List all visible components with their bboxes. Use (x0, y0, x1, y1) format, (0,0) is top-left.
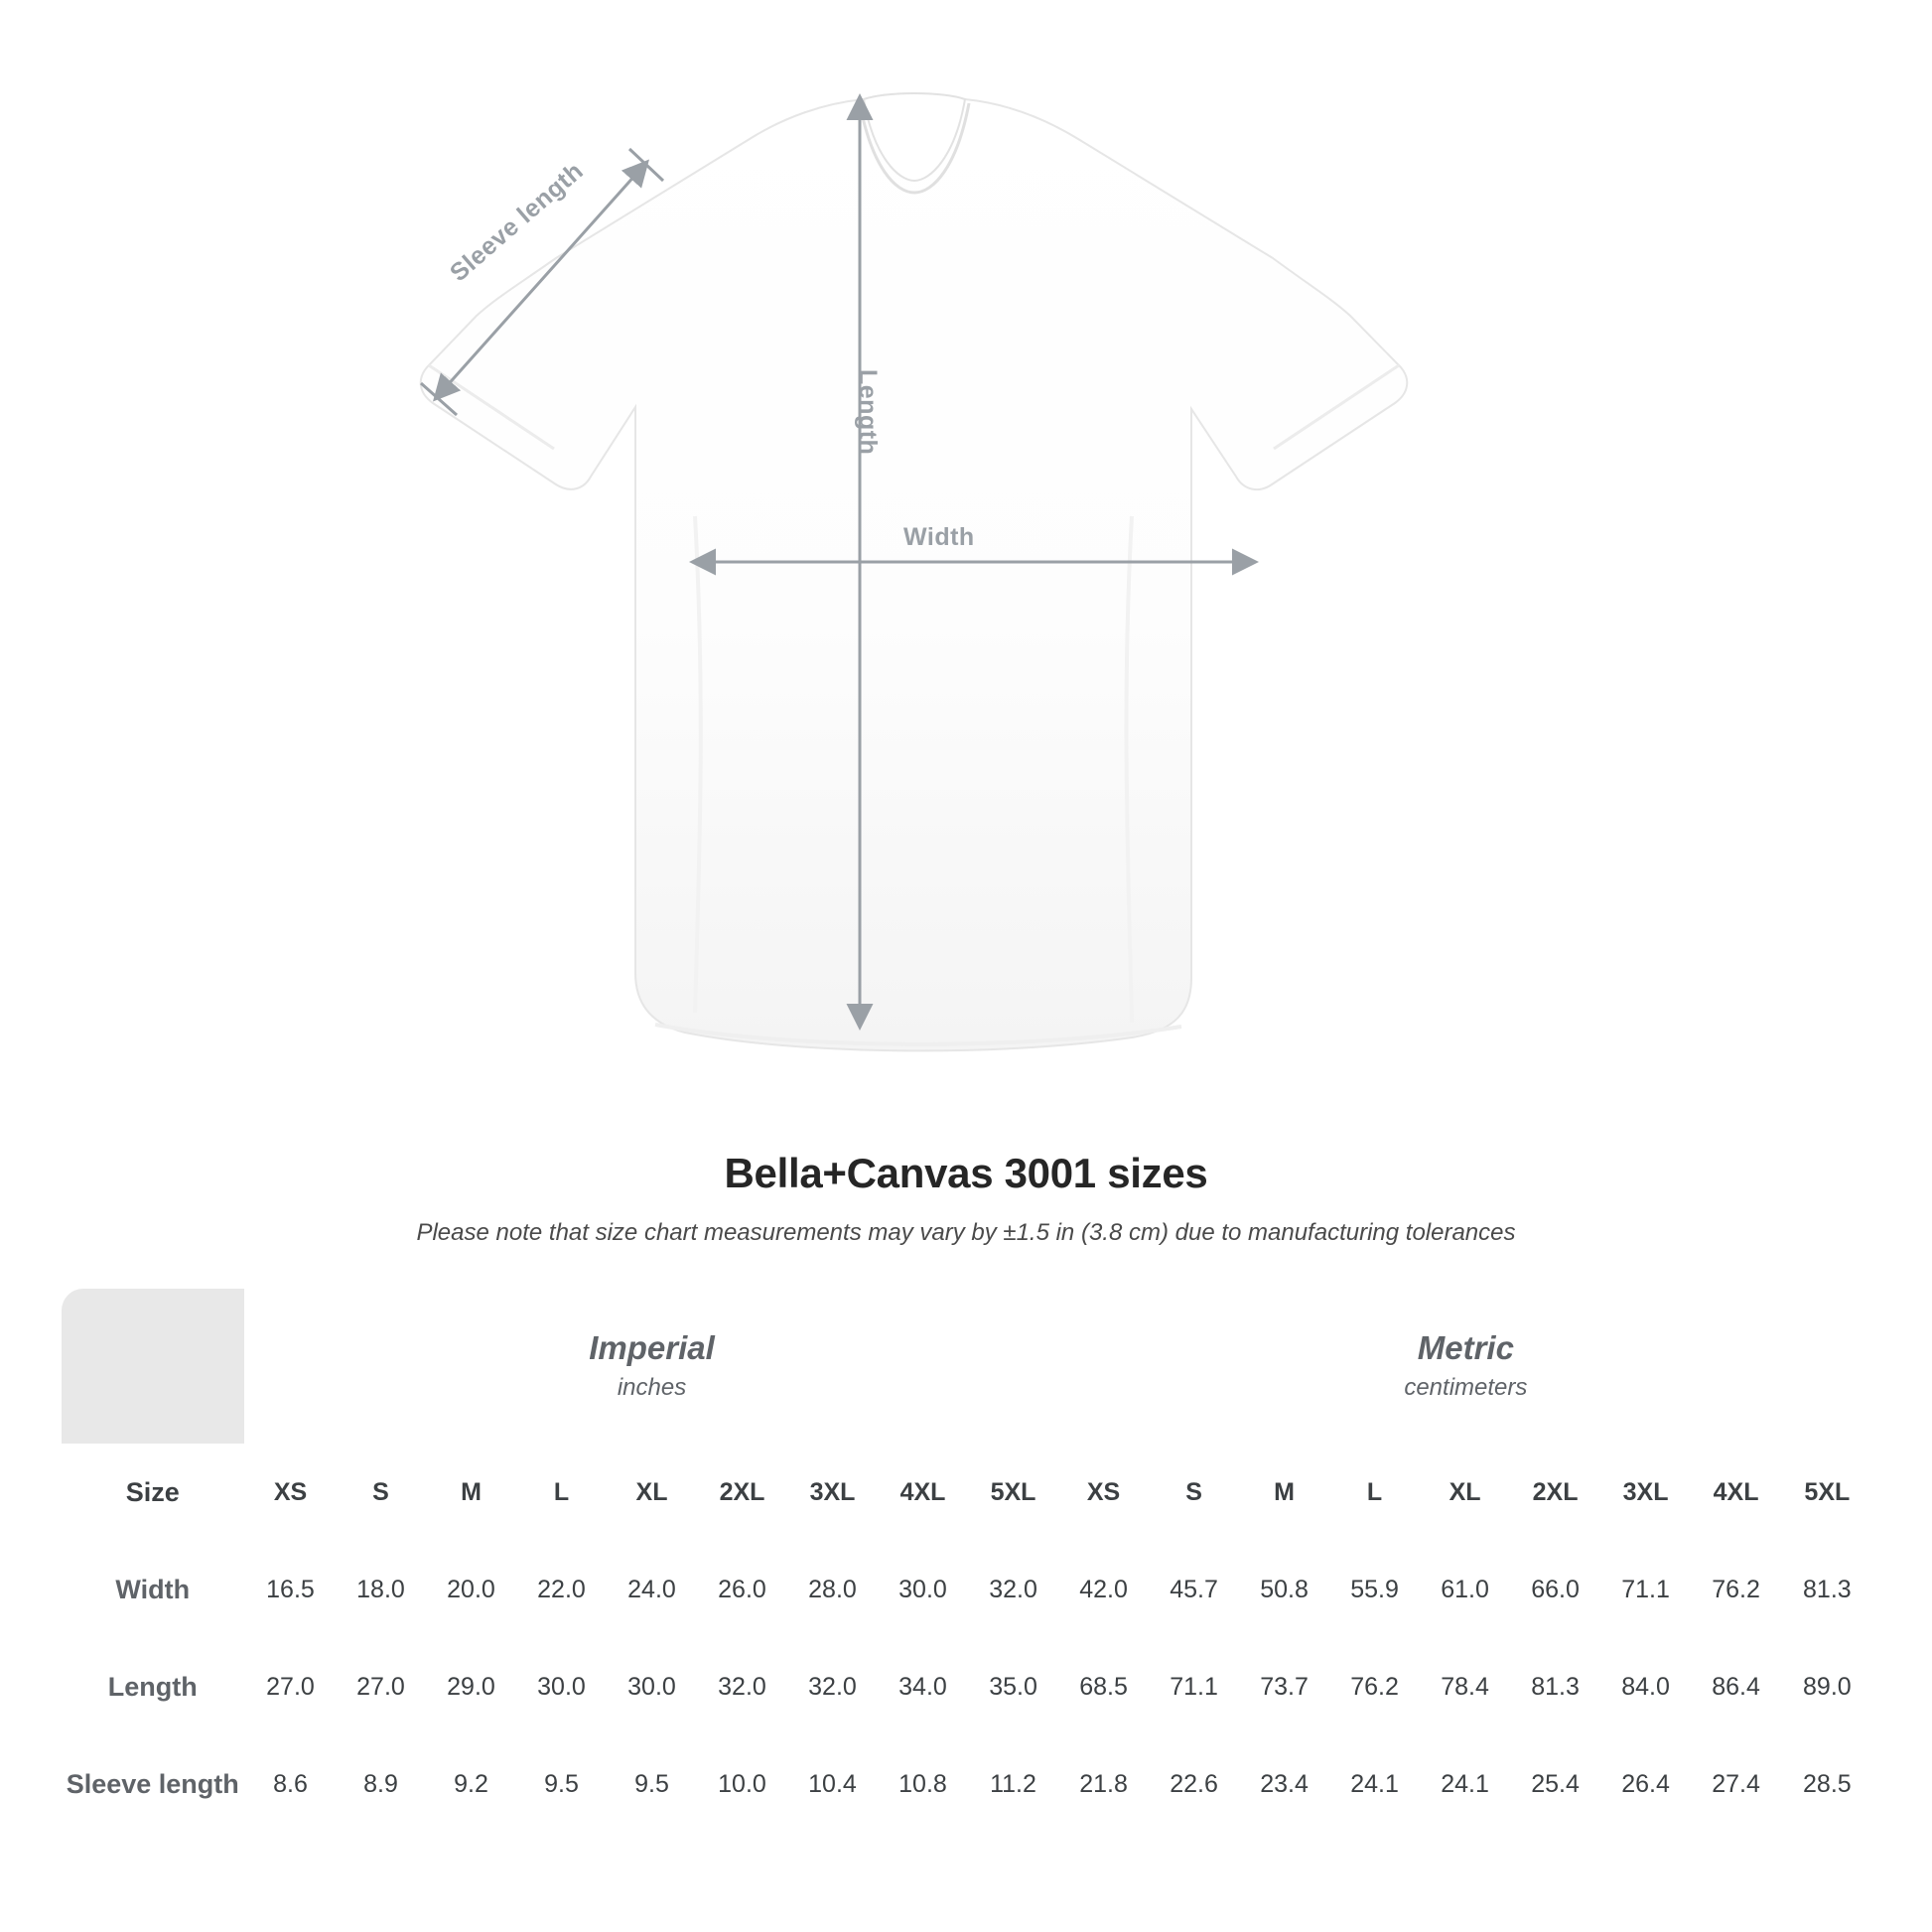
tshirt-shape (421, 93, 1408, 1050)
cell-length-imperial-m: 29.0 (426, 1638, 516, 1735)
cell-sleeve-imperial-4xl: 10.8 (878, 1735, 968, 1833)
row-label-width: Width (62, 1541, 245, 1638)
size-header-metric-4xl: 4XL (1691, 1444, 1781, 1541)
cell-width-imperial-m: 20.0 (426, 1541, 516, 1638)
size-header-metric-s: S (1149, 1444, 1239, 1541)
title-block (0, 1150, 1932, 1247)
cell-sleeve-metric-4xl: 27.4 (1691, 1735, 1781, 1833)
cell-width-imperial-s: 18.0 (336, 1541, 426, 1638)
unit-imperial-sub: inches (617, 1374, 687, 1402)
table-row (62, 1638, 1870, 1735)
size-header-imperial-s: S (336, 1444, 426, 1541)
cell-sleeve-imperial-2xl: 10.0 (697, 1735, 787, 1833)
size-header-imperial-l: L (516, 1444, 607, 1541)
unit-imperial-cell (245, 1289, 1058, 1444)
size-header-label: Size (62, 1444, 245, 1541)
cell-length-imperial-xl: 30.0 (607, 1638, 697, 1735)
cell-width-imperial-xl: 24.0 (607, 1541, 697, 1638)
row-label-sleeve-length: Sleeve length (62, 1735, 245, 1833)
cell-width-metric-s: 45.7 (1149, 1541, 1239, 1638)
cell-width-imperial-l: 22.0 (516, 1541, 607, 1638)
table-row (62, 1735, 1870, 1833)
row-label-length: Length (62, 1638, 245, 1735)
cell-length-metric-s: 71.1 (1149, 1638, 1239, 1735)
size-header-metric-5xl: 5XL (1781, 1444, 1870, 1541)
cell-width-imperial-5xl: 32.0 (968, 1541, 1058, 1638)
cell-sleeve-metric-3xl: 26.4 (1600, 1735, 1691, 1833)
cell-sleeve-imperial-l: 9.5 (516, 1735, 607, 1833)
cell-length-metric-5xl: 89.0 (1781, 1638, 1870, 1735)
cell-sleeve-metric-xs: 21.8 (1058, 1735, 1149, 1833)
cell-width-metric-xl: 61.0 (1420, 1541, 1510, 1638)
cell-sleeve-imperial-m: 9.2 (426, 1735, 516, 1833)
size-header-imperial-3xl: 3XL (787, 1444, 878, 1541)
size-header-row (62, 1444, 1870, 1541)
table-row (62, 1541, 1870, 1638)
size-header-imperial-xl: XL (607, 1444, 697, 1541)
cell-length-imperial-2xl: 32.0 (697, 1638, 787, 1735)
tolerance-note: Please note that size chart measurements may vary by ±1.5 in (3.8 cm) due to manufacturing tolerances (416, 1219, 1516, 1246)
cell-length-metric-3xl: 84.0 (1600, 1638, 1691, 1735)
cell-width-imperial-xs: 16.5 (245, 1541, 336, 1638)
cell-sleeve-metric-xl: 24.1 (1420, 1735, 1510, 1833)
unit-metric-sub: centimeters (1404, 1374, 1528, 1402)
width-label: Width (903, 523, 975, 551)
cell-length-metric-l: 76.2 (1329, 1638, 1420, 1735)
size-header-imperial-4xl: 4XL (878, 1444, 968, 1541)
cell-width-metric-2xl: 66.0 (1510, 1541, 1600, 1638)
size-header-metric-3xl: 3XL (1600, 1444, 1691, 1541)
size-header-metric-2xl: 2XL (1510, 1444, 1600, 1541)
cell-length-imperial-3xl: 32.0 (787, 1638, 878, 1735)
cell-sleeve-metric-s: 22.6 (1149, 1735, 1239, 1833)
page-title: Bella+Canvas 3001 sizes (724, 1150, 1208, 1196)
unit-metric-cell (1058, 1289, 1870, 1444)
length-label: Length (854, 369, 882, 456)
cell-length-metric-4xl: 86.4 (1691, 1638, 1781, 1735)
size-header-imperial-xs: XS (245, 1444, 336, 1541)
cell-sleeve-metric-5xl: 28.5 (1781, 1735, 1870, 1833)
cell-length-imperial-4xl: 34.0 (878, 1638, 968, 1735)
size-table-wrapper (62, 1289, 1870, 1833)
cell-sleeve-imperial-3xl: 10.4 (787, 1735, 878, 1833)
cell-sleeve-imperial-xl: 9.5 (607, 1735, 697, 1833)
cell-length-imperial-s: 27.0 (336, 1638, 426, 1735)
cell-length-imperial-l: 30.0 (516, 1638, 607, 1735)
cell-width-metric-3xl: 71.1 (1600, 1541, 1691, 1638)
unit-imperial-name: Imperial (589, 1328, 715, 1366)
size-header-metric-l: L (1329, 1444, 1420, 1541)
cell-sleeve-imperial-s: 8.9 (336, 1735, 426, 1833)
cell-sleeve-metric-2xl: 25.4 (1510, 1735, 1600, 1833)
cell-length-metric-2xl: 81.3 (1510, 1638, 1600, 1735)
unit-metric-name: Metric (1417, 1328, 1514, 1366)
size-header-imperial-m: M (426, 1444, 516, 1541)
size-header-imperial-2xl: 2XL (697, 1444, 787, 1541)
cell-length-metric-xs: 68.5 (1058, 1638, 1149, 1735)
cell-length-imperial-5xl: 35.0 (968, 1638, 1058, 1735)
sleeve-length-label: Sleeve length (445, 156, 589, 288)
cell-width-metric-4xl: 76.2 (1691, 1541, 1781, 1638)
cell-width-metric-l: 55.9 (1329, 1541, 1420, 1638)
size-header-metric-xs: XS (1058, 1444, 1149, 1541)
cell-length-metric-m: 73.7 (1239, 1638, 1329, 1735)
cell-sleeve-imperial-xs: 8.6 (245, 1735, 336, 1833)
cell-width-metric-xs: 42.0 (1058, 1541, 1149, 1638)
cell-width-metric-5xl: 81.3 (1781, 1541, 1870, 1638)
cell-sleeve-metric-m: 23.4 (1239, 1735, 1329, 1833)
cell-length-imperial-xs: 27.0 (245, 1638, 336, 1735)
size-table (62, 1289, 1870, 1833)
size-header-metric-m: M (1239, 1444, 1329, 1541)
cell-sleeve-imperial-5xl: 11.2 (968, 1735, 1058, 1833)
cell-width-metric-m: 50.8 (1239, 1541, 1329, 1638)
size-header-metric-xl: XL (1420, 1444, 1510, 1541)
size-header-imperial-5xl: 5XL (968, 1444, 1058, 1541)
cell-width-imperial-4xl: 30.0 (878, 1541, 968, 1638)
unit-header-row (62, 1289, 1870, 1444)
cell-width-imperial-3xl: 28.0 (787, 1541, 878, 1638)
cell-width-imperial-2xl: 26.0 (697, 1541, 787, 1638)
cell-sleeve-metric-l: 24.1 (1329, 1735, 1420, 1833)
unit-corner-cell (62, 1289, 245, 1444)
cell-length-metric-xl: 78.4 (1420, 1638, 1510, 1735)
